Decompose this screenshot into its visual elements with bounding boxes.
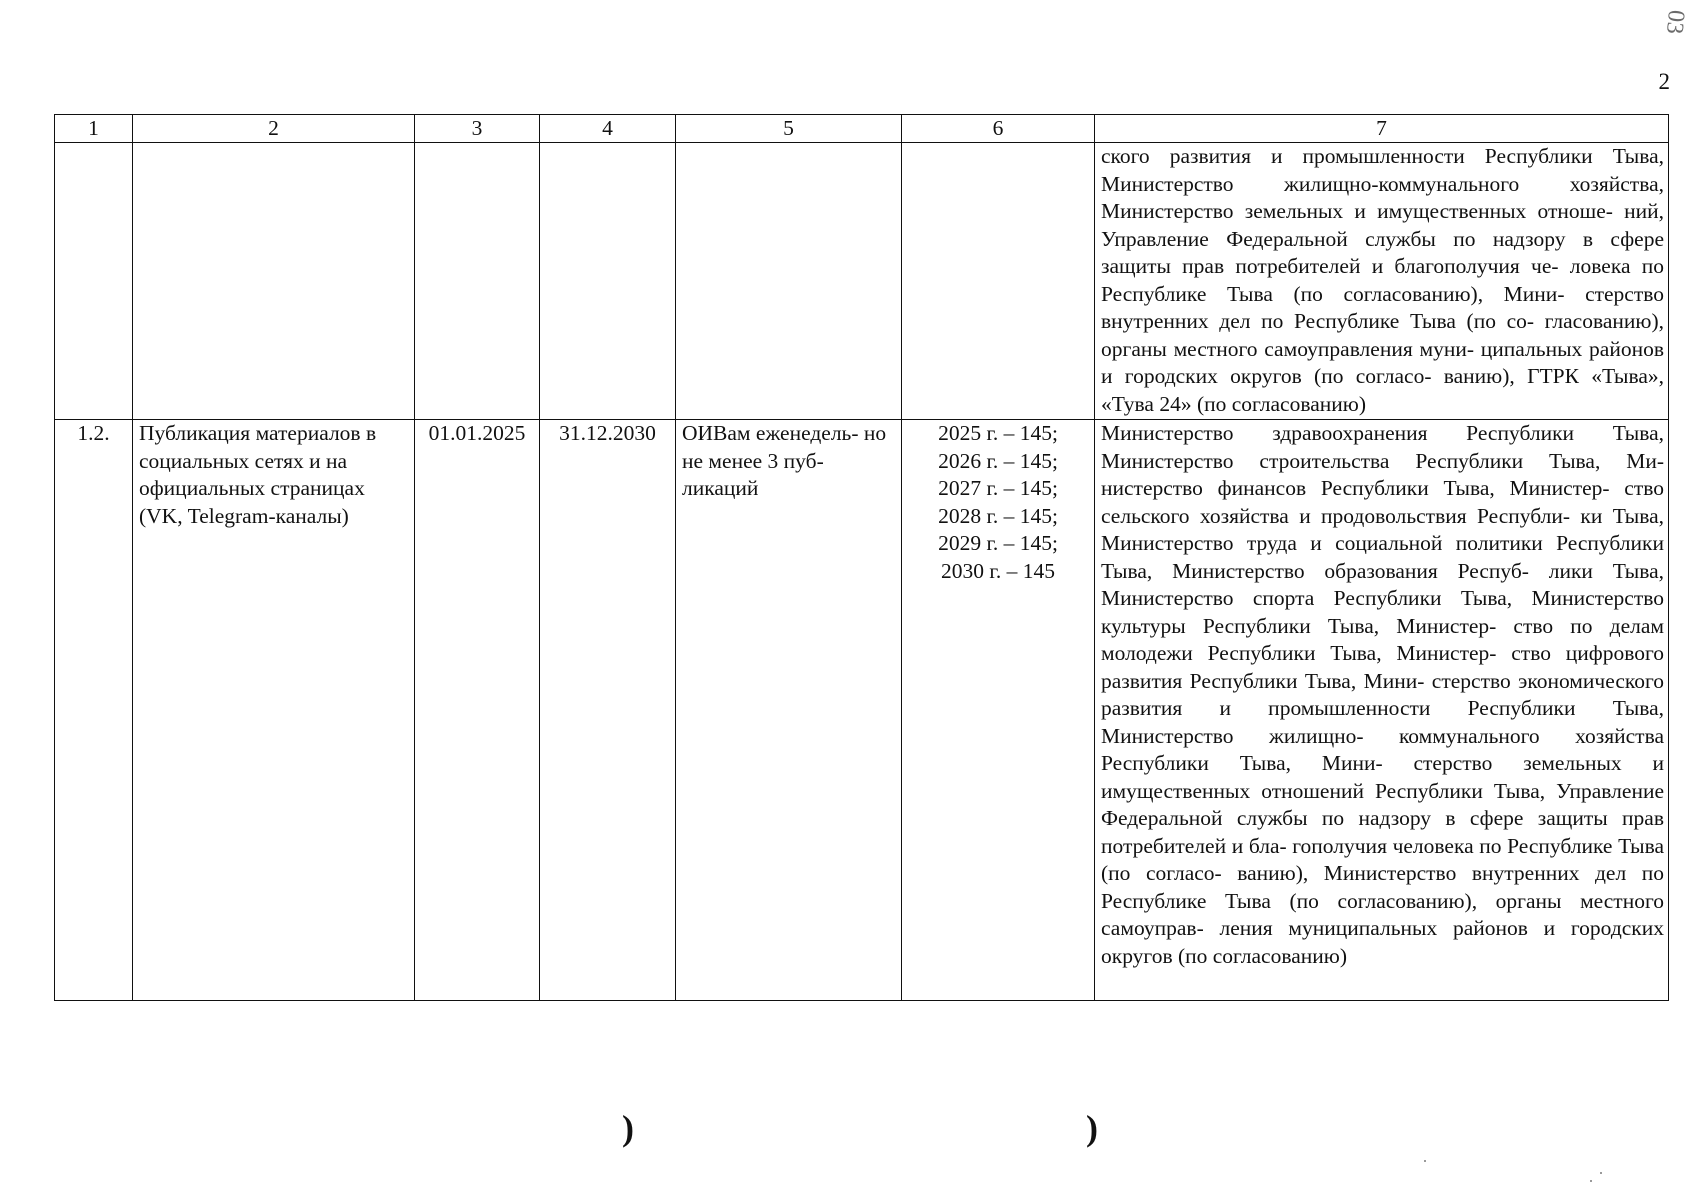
scan-mark-right: ) [1086, 1108, 1098, 1148]
table-header-row [55, 115, 1669, 143]
column-header-1: 1 [55, 115, 133, 143]
activity-name-cell: Публикация материалов в социальных сетях и на официальных страницах (VK, Telegram-каналы) [133, 420, 415, 1001]
corner-handwritten-mark: 03 [1661, 8, 1689, 36]
result-cell: ОИВам еженедель- но не менее 3 пуб- ликаций [676, 420, 902, 1001]
indicator-2030: 2030 г. – 145 [941, 558, 1055, 583]
indicator-cell [902, 420, 1095, 1001]
table-row-continuation [55, 143, 1669, 420]
column-header-5: 5 [676, 115, 902, 143]
row-number-cell: 1.2. [55, 420, 133, 1001]
scan-speck [1600, 1172, 1602, 1174]
executors-cell: Министерство здравоохранения Республики Тыва, Министерство строительства Республики Тыва, Ми- нистерство финансов Республики Тыва, Министер- ство сельского хозяйства и продовольствия Республи- ки Тыва, Министерство труда и социальной политики Республики Тыва, Министерство образования Респуб- лики Тыва, Министерство спорта Республики Тыва, Министерство культуры Республики Тыва, Министер- ство по делам молодежи Республики Тыва, Министер- ство цифрового развития Республики Тыва, Мини- стерство экономического развития и промышленности Республики Тыва, Министерство жилищно- коммунального хозяйства Республики Тыва, Мини- стерство земельных и имущественных отношений Республики Тыва, Управление Федеральной службы по надзору в сфере защиты прав потребителей и бла- гополучия человека по Республике Тыва (по согласо- ванию), Министерство внутренних дел по Республике Тыва (по согласованию), органы местного самоуправ- ления муниципальных районов и городских округов (по согласованию) [1095, 420, 1669, 1001]
column-header-6: 6 [902, 115, 1095, 143]
page-number: 2 [1658, 69, 1670, 94]
indicator-2026: 2026 г. – 145; [938, 448, 1058, 473]
indicator-2029: 2029 г. – 145; [938, 531, 1058, 555]
continuation-activity-cell [133, 143, 415, 420]
continuation-end-cell [540, 143, 676, 420]
column-header-3: 3 [415, 115, 540, 143]
scan-speck [1590, 1180, 1592, 1182]
indicator-2025: 2025 г. – 145; [938, 421, 1058, 445]
indicator-2027: 2027 г. – 145; [938, 476, 1058, 500]
column-header-7: 7 [1095, 115, 1669, 143]
table-row [55, 420, 1669, 1001]
scan-mark-left: ) [622, 1108, 634, 1148]
continuation-indicator-cell [902, 143, 1095, 420]
continuation-start-cell [415, 143, 540, 420]
end-date-cell: 31.12.2030 [540, 420, 676, 1001]
continuation-number-cell [55, 143, 133, 420]
continuation-result-cell [676, 143, 902, 420]
start-date-cell: 01.01.2025 [415, 420, 540, 1001]
indicator-2028: 2028 г. – 145; [938, 503, 1058, 528]
activity-plan-table [54, 114, 1669, 1001]
column-header-4: 4 [540, 115, 676, 143]
column-header-2: 2 [133, 115, 415, 143]
continuation-executors-cell: ского развития и промышленности Республики Тыва, Министерство жилищно-коммунального хозяйства, Министерство земельных и имущественных отноше- ний, Управление Федеральной службы по надзору в сфере защиты прав потребителей и благополучия че- ловека по Республике Тыва (по согласованию), Мини- стерство внутренних дел по Республике Тыва (по со- гласованию), органы местного самоуправления муни- ципальных районов и городских округов (по согласо- ванию), ГТРК «Тыва», «Тува 24» (по согласованию) [1095, 143, 1669, 420]
scan-speck [1424, 1160, 1426, 1162]
